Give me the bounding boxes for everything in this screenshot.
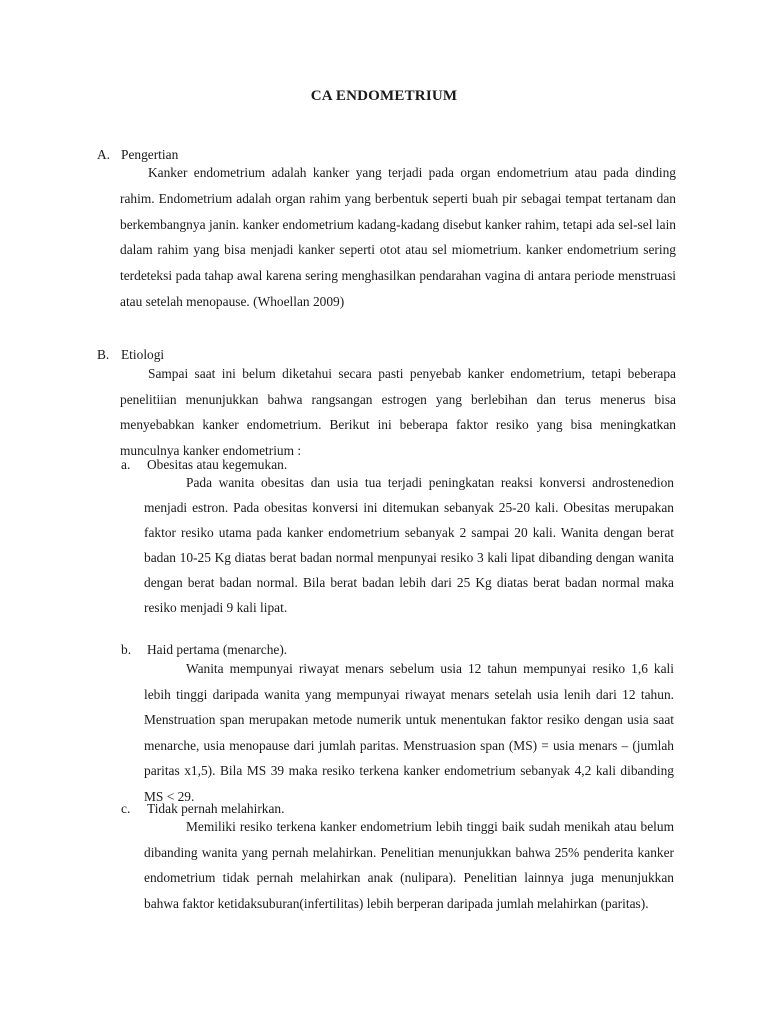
section-a-heading: Pengertian [121,147,179,162]
section-a-letter: A. [97,147,111,162]
item-b-heading: Haid pertama (menarche). [147,642,288,657]
item-c-paragraph: Memiliki resiko terkena kanker endometrium lebih tinggi baik sudah menikah atau belum dibanding wanita yang pernah melahirkan. Penelitian menunjukkan bahwa 25% penderita kanker endometrium tidak pernah melahirkan anak (nulipara). Penelitian lainnya juga menunjukkan bahwa faktor ketidaksuburan(infertilitas) lebih berperan daripada jumlah melahirkan (paritas). [144,819,674,911]
item-c-heading: Tidak pernah melahirkan. [147,801,285,816]
section-a-paragraph: Kanker endometrium adalah kanker yang terjadi pada organ endometrium atau pada dinding rahim. Endometrium adalah organ rahim yang berbentuk seperti buah pir sebagai tempat tertanam dan berkembangnya janin. kanker endometrium kadang-kadang disebut kanker rahim, tetapi ada sel-sel lain dalam rahim yang bisa menjadi kanker seperti otot atau sel miometrium. kanker endometrium sering terdeteksi pada tahap awal karena sering menghasilkan pendarahan vagina di antara periode menstruasi atau setelah menopause. (Whoellan 2009) [120,165,676,309]
item-a-heading: Obesitas atau kegemukan. [147,457,288,472]
document-title: CA ENDOMETRIUM [310,88,458,104]
item-b-letter: b. [121,642,132,657]
item-a-paragraph: Pada wanita obesitas dan usia tua terjadi peningkatan reaksi konversi androstenedion menjadi estron. Pada obesitas konversi ini ditemukan sebanyak 25-20 kali. Obesitas merupakan faktor resiko utama pada kanker endometrium sebanyak 2 sampai 20 kali. Wanita dengan berat badan 10-25 Kg diatas berat badan normal menpunyai resiko 3 kali lipat dibanding dengan wanita dengan berat badan normal. Bila berat badan lebih dari 25 Kg diatas berat badan normal maka resiko menjadi 9 kali lipat. [144,475,674,615]
section-b-letter: B. [97,347,110,362]
item-a-letter: a. [121,457,131,472]
section-b-heading: Etiologi [121,347,165,362]
item-c-letter: c. [121,801,131,816]
item-b-paragraph: Wanita mempunyai riwayat menars sebelum usia 12 tahun mempunyai resiko 1,6 kali lebih tinggi daripada wanita yang mempunyai riwayat menars setelah usia lenih dari 12 tahun. Menstruation span merupakan metode numerik untuk menentukan faktor resiko dengan usia saat menarche, usia menopause dari jumlah paritas. Menstruasion span (MS) = usia menars – (jumlah paritas x1,5). Bila MS 39 maka resiko terkena kanker endometrium sebanyak 4,2 kali dibanding MS < 29. [144,661,674,804]
section-b-paragraph: Sampai saat ini belum diketahui secara pasti penyebab kanker endometrium, tetapi beberapa penelitiian menunjukkan bahwa rangsangan estrogen yang berlebihan dan terus menerus bisa menyebabkan kanker endometrium. Berikut ini beberapa faktor resiko yang bisa meningkatkan munculnya kanker endometrium : [120,366,676,458]
